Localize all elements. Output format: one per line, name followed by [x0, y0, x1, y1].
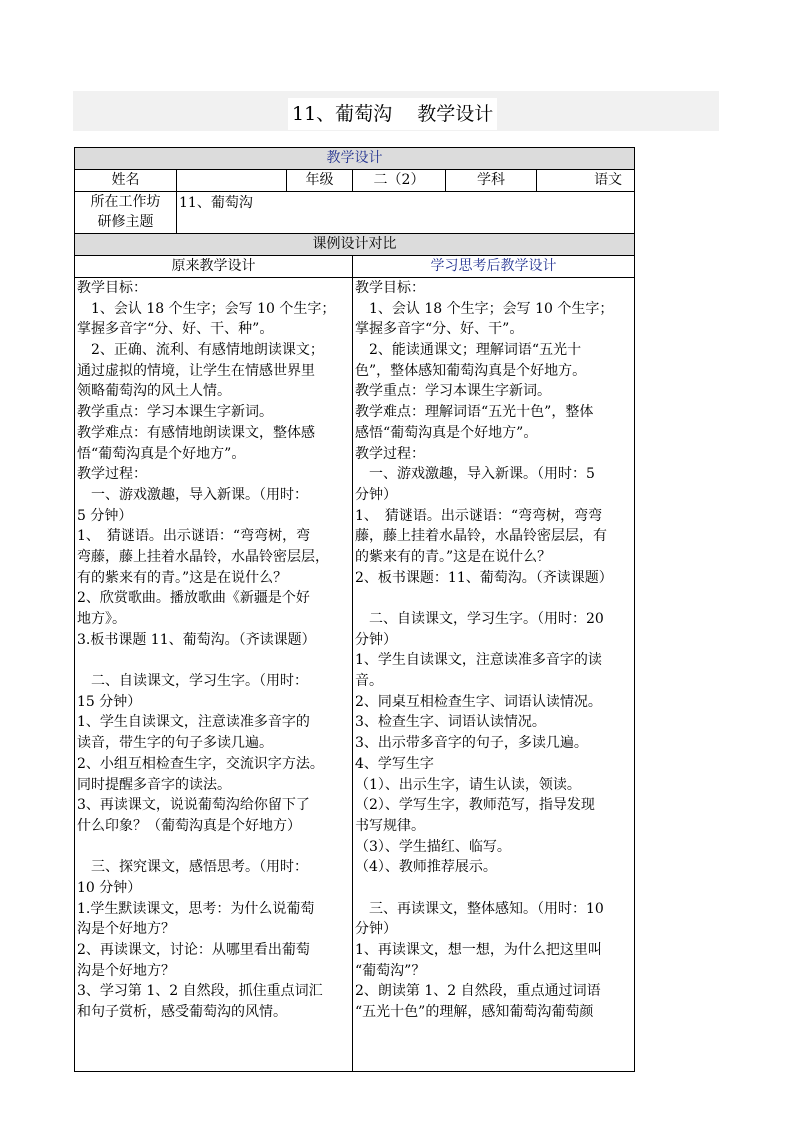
- right-content-line: （3）、学生描红、临写。: [355, 838, 511, 855]
- right-column-header-text: 学习思考后教学设计: [430, 258, 557, 274]
- right-content-line: 音。: [355, 673, 383, 690]
- left-content-line: 教学过程：: [77, 466, 147, 483]
- right-content-line: 教学目标：: [355, 280, 425, 296]
- right-content-line: 1、再读课文，想一想，为什么把这里叫: [355, 942, 602, 958]
- left-content-line: 1.学生默读课文，思考：为什么说葡萄: [77, 900, 315, 917]
- right-content-line: [355, 588, 632, 609]
- grade-value: 二（2）: [353, 170, 446, 192]
- left-content-line: 地方》。: [77, 611, 126, 627]
- right-content-line: 分钟）: [355, 486, 397, 503]
- right-content-line: 4、学写生字: [355, 755, 434, 772]
- compare-header: 课例设计对比: [75, 234, 635, 256]
- topic-label-line-2: 研修主题: [97, 214, 154, 230]
- left-content-line: 2、正确、流利、有感情地朗读课文；: [77, 342, 324, 359]
- left-content-line: 二、自读课文，学习生字。（用时：: [77, 673, 308, 690]
- left-content-line: 同时提醒多音字的读法。: [77, 776, 231, 793]
- right-content-line: 一、游戏激趣，导入新课。（用时：5: [355, 466, 595, 483]
- right-content-line: 2、同桌互相检查生字、词语认读情况。: [355, 693, 602, 710]
- left-content-line: 1、会认 18 个生字；会写 10 个生字；: [77, 300, 336, 317]
- left-content-line: 三、探究课文，感悟思考。（用时：: [77, 859, 308, 876]
- left-content-line: 2、欣赏歌曲。播放歌曲《新疆是个好: [77, 590, 310, 607]
- left-content-line: 领略葡萄沟的风土人情。: [77, 383, 231, 400]
- right-content-line: 掌握多音字“分、好、干”。: [355, 321, 524, 338]
- right-lines: [355, 278, 632, 1023]
- right-content-line: [355, 878, 632, 899]
- right-content-line: 2、板书课题：11、葡萄沟。（齐读课题）: [355, 569, 613, 586]
- left-content-line: 教学难点：有感情地朗读课文，整体感: [77, 424, 315, 441]
- table-header-text: 教学设计: [326, 150, 383, 166]
- right-content-line: 2、能读通课文；理解词语“五光十: [355, 342, 582, 359]
- right-content-line: 教学重点：学习本课生字新词。: [355, 383, 551, 400]
- right-content-line: 分钟）: [355, 631, 397, 648]
- left-content-line: 5 分钟）: [77, 507, 133, 524]
- right-content-line: 2、朗读第 1、2 自然段，重点通过词语: [355, 983, 601, 1000]
- left-content: [75, 278, 353, 1072]
- right-content: [353, 278, 635, 1072]
- document-title: 11、葡萄沟 教学设计: [288, 98, 497, 130]
- left-content-line: 悟“葡萄沟真是个好地方”。: [77, 445, 246, 462]
- left-content-line: 10 分钟）: [77, 879, 142, 896]
- right-content-line: 1、会认 18 个生字；会写 10 个生字；: [355, 300, 614, 317]
- left-content-line: 有的紫来有的青。”这是在说什么？: [77, 569, 288, 586]
- left-content-line: 沟是个好地方？: [77, 962, 175, 979]
- left-content-line: 沟是个好地方？: [77, 921, 175, 938]
- right-content-line: （2）、学写生字，教师范写，指导发现: [355, 797, 595, 814]
- right-content-line: （4）、教师推荐展示。: [355, 859, 497, 876]
- right-content-line: 二、自读课文，学习生字。（用时：20: [355, 611, 604, 627]
- left-content-line: [77, 650, 350, 671]
- right-content-line: 3、检查生字、词语认读情况。: [355, 714, 546, 731]
- topic-value: 11、葡萄沟: [177, 192, 635, 234]
- right-content-line: “葡萄沟”？: [355, 962, 426, 979]
- table-header: [75, 148, 635, 170]
- topic-label-line-1: 所在工作坊: [90, 194, 161, 210]
- left-content-line: [77, 837, 350, 858]
- left-content-line: 3、学习第 1、2 自然段，抓住重点词汇: [77, 983, 323, 1000]
- left-content-line: 15 分钟）: [77, 693, 142, 710]
- left-lines: [77, 278, 350, 1023]
- left-content-line: 什么印象？（葡萄沟真是个好地方）: [77, 817, 301, 834]
- lesson-plan-table: [74, 147, 635, 1072]
- right-content-line: 1、学生自读课文，注意读准多音字的读: [355, 652, 602, 669]
- right-content-line: “五光十色”的理解，感知葡萄沟葡萄颜: [355, 1004, 594, 1021]
- left-content-line: 掌握多音字“分、好、干、种”。: [77, 321, 274, 338]
- left-content-line: 教学重点：学习本课生字新词。: [77, 404, 273, 421]
- right-content-line: 教学过程：: [355, 445, 425, 462]
- topic-label: [75, 192, 177, 234]
- right-content-line: 书写规律。: [355, 817, 425, 834]
- right-content-line: 1、 猜谜语。出示谜语：“弯弯树，弯弯: [355, 507, 603, 524]
- left-content-line: 通过虚拟的情境，让学生在情感世界里: [77, 362, 315, 379]
- left-content-line: 一、游戏激趣，导入新课。（用时：: [77, 486, 308, 503]
- subject-value: 语文: [537, 170, 635, 192]
- left-content-line: 2、再读课文，讨论：从哪里看出葡萄: [77, 942, 310, 958]
- left-column-header: 原来教学设计: [75, 256, 353, 278]
- left-content-line: 3.板书课题 11、葡萄沟。（齐读课题）: [77, 631, 316, 648]
- right-column-header: [353, 256, 635, 278]
- right-content-line: 3、出示带多音字的句子，多读几遍。: [355, 735, 588, 752]
- left-content-line: 2、小组互相检查生字，交流识字方法。: [77, 755, 324, 772]
- left-content-line: 1、学生自读课文，注意读准多音字的: [77, 714, 310, 731]
- right-content-line: 感悟“葡萄沟真是个好地方”。: [355, 424, 538, 441]
- left-content-line: 1、 猜谜语。出示谜语：“弯弯树，弯: [77, 528, 311, 545]
- right-content-line: （1）、出示生字，请生认读，领读。: [355, 776, 581, 793]
- right-content-line: 色”，整体感知葡萄沟真是个好地方。: [355, 362, 587, 379]
- left-content-line: 弯藤，藤上挂着水晶铃，水晶铃密层层，: [77, 548, 329, 565]
- left-content-line: 和句子赏析，感受葡萄沟的风情。: [77, 1004, 287, 1021]
- left-content-line: 3、再读课文，说说葡萄沟给你留下了: [77, 797, 310, 814]
- name-label: 姓名: [75, 170, 177, 192]
- subject-label: 学科: [446, 170, 537, 192]
- right-content-line: 藤，藤上挂着水晶铃，水晶铃密层层，有: [355, 528, 607, 545]
- name-value: [177, 170, 287, 192]
- left-content-line: 读音，带生字的句子多读几遍。: [77, 735, 273, 752]
- right-content-line: 三、再读课文，整体感知。（用时：10: [355, 900, 604, 917]
- right-content-line: 的紫来有的青。”这是在说什么？: [355, 548, 552, 565]
- right-content-line: 分钟）: [355, 921, 397, 938]
- grade-label: 年级: [287, 170, 353, 192]
- left-content-line: 教学目标：: [77, 280, 147, 296]
- right-content-line: 教学难点：理解词语“五光十色”，整体: [355, 404, 594, 421]
